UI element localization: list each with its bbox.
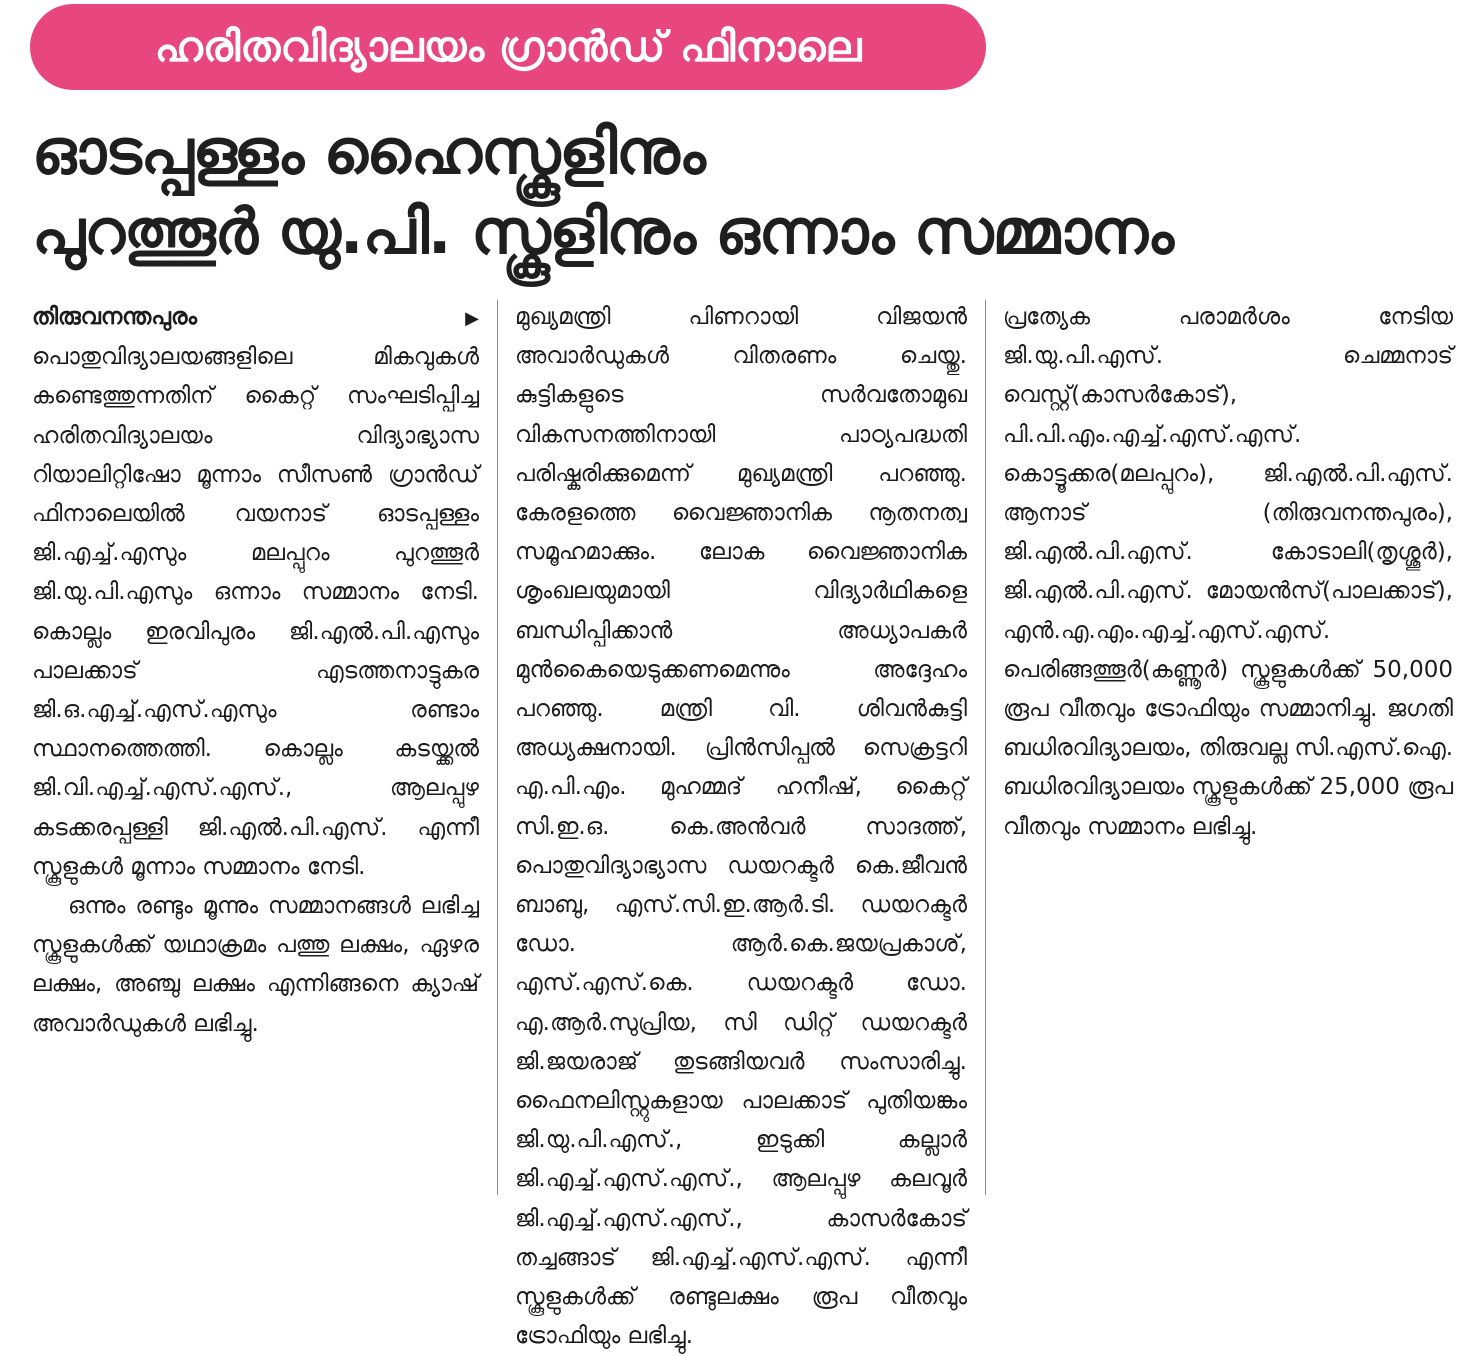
paragraph-1-text: പൊതുവിദ്യാലയങ്ങളിലെ മികവുകൾ കണ്ടെത്തുന്നതിന് കൈറ്റ് സംഘടിപ്പിച്ച ഹരിതവിദ്യാലയം വിദ്യാഭ്യാസ റിയാലിറ്റിഷോ മൂന്നാം സീസൺ ഗ്രാൻഡ് ഫിനാലെയിൽ വയനാട് ഓടപ്പള്ളം ജി.എച്ച്.എസും മലപ്പുറം പുറത്തൂർ ജി.യു.പി.എസും ഒന്നാം സമ്മാനം നേടി. കൊല്ലം ഇരവിപുരം ജി.എൽ.പി.എസും പാലക്കാട് എടത്തനാട്ടുകര ജി.ഒ.എച്ച്.എസ്.എസും രണ്ടാം സ്ഥാനത്തെത്തി. കൊല്ലം കടയ്ക്കൽ ജി.വി.എച്ച്.എസ്.എസ്., ആലപ്പുഴ കടക്കരപ്പള്ളി ജി.എൽ.പി.എസ്. എന്നീ സ്കൂളുകൾ മൂന്നാം സമ്മാനം നേടി. [32, 344, 479, 880]
column-divider-1 [497, 300, 498, 1195]
article-paragraph-1 [32, 298, 479, 887]
kicker-text: ഹരിതവിദ്യാലയം ഗ്രാൻഡ് ഫിനാലെ [154, 22, 862, 71]
article-column-1 [32, 298, 479, 1198]
article-column-3 [1003, 298, 1453, 1198]
dateline-arrow-icon: ▶ [465, 308, 479, 329]
article-paragraph-2: ഒന്നും രണ്ടും മൂന്നും സമ്മാനങ്ങൾ ലഭിച്ച സ്കൂളുകൾക്ക് യഥാക്രമം പത്തു ലക്ഷം, ഏഴര ലക്ഷം, അഞ്ചു ലക്ഷം എന്നിങ്ങനെ ക്യാഷ് അവാർഡുകൾ ലഭിച്ചു. [32, 893, 479, 1037]
article-paragraph-3: മുഖ്യമന്ത്രി പിണറായി വിജയൻ അവാർഡുകൾ വിതരണം ചെയ്തു. കുട്ടികളുടെ സർവതോമുഖ വികസനത്തിനായി പാഠ്യപദ്ധതി പരിഷ്കരിക്കുമെന്ന് മുഖ്യമന്ത്രി പറഞ്ഞു. കേരളത്തെ വൈജ്ഞാനിക നൂതനത്വ സമൂഹമാക്കും. ലോക വൈജ്ഞാനിക ശൃംഖലയുമായി വിദ്യാർഥികളെ ബന്ധിപ്പിക്കാൻ അധ്യാപകർ മുൻകൈയെടുക്കണമെന്നും അദ്ദേഹം പറഞ്ഞു. മന്ത്രി വി. ശിവൻകുട്ടി അധ്യക്ഷനായി. പ്രിൻസിപ്പൽ സെക്രട്ടറി എ.പി.എം. മുഹമ്മദ് ഹനീഷ്, കൈറ്റ് സി.ഇ.ഒ. കെ.അൻവർ സാദത്ത്, പൊതുവിദ്യാഭ്യാസ ഡയറക്ടർ കെ.ജീവൻ ബാബു, എസ്.സി.ഇ.ആർ.ടി. ഡയറക്ടർ ഡോ. ആർ.കെ.ജയപ്രകാശ്, എസ്.എസ്.കെ. ഡയറക്ടർ ഡോ. എ.ആർ.സുപ്രിയ, സി ഡിറ്റ് ഡയറക്ടർ ജി.ജയരാജ് തുടങ്ങിയവർ സംസാരിച്ചു. ഫൈനലിസ്റ്റുകളായ പാലക്കാട് പുതിയങ്കം ജി.യു.പി.എസ്., ഇടുക്കി കല്ലാർ ജി.എച്ച്.എസ്.എസ്., ആലപ്പുഴ കലവൂർ ജി.എച്ച്.എസ്.എസ്., കാസർകോട് തച്ചങ്ങാട് ജി.എച്ച്.എസ്.എസ്. എന്നീ സ്കൂളുകൾക്ക് രണ്ടുലക്ഷം രൂപ വീതവും ട്രോഫിയും ലഭിച്ചു. [515, 304, 967, 1350]
column-divider-2 [985, 300, 986, 1195]
dateline: തിരുവനന്തപുരം [32, 304, 198, 330]
headline-line-1: ഓടപ്പള്ളം ഹൈസ്കൂളിനും [32, 115, 705, 188]
section-kicker-banner [30, 4, 986, 90]
article-column-2 [515, 298, 967, 1350]
article-paragraph-4: പ്രത്യേക പരാമർശം നേടിയ ജി.യു.പി.എസ്. ചെമ്മനാട് വെസ്റ്റ്(കാസർകോട്), പി.പി.എം.എച്ച്.എസ്.എസ്. കൊട്ടൂക്കര(മലപ്പുറം), ജി.എൽ.പി.എസ്. ആനാട് (തിരുവനന്തപുരം), ജി.എൽ.പി.എസ്. കോടാലി(തൃശ്ശൂർ), ജി.എൽ.പി.എസ്. മോയൻസ്(പാലക്കാട്), എൻ.എ.എം.എച്ച്.എസ്.എസ്. പെരിങ്ങത്തൂർ(കണ്ണൂർ) സ്കൂളുകൾക്ക് 50,000 രൂപ വീതവും ട്രോഫിയും സമ്മാനിച്ചു. ജഗതി ബധിരവിദ്യാലയം, തിരുവല്ല സി.എസ്.ഐ. ബധിരവിദ്യാലയം സ്കൂളുകൾക്ക് 25,000 രൂപ വീതവും സമ്മാനം ലഭിച്ചു. [1003, 304, 1454, 840]
headline-line-2: പുറത്തൂർ യു.പി. സ്കൂളിനും ഒന്നാം സമ്മാനം [32, 195, 1174, 268]
